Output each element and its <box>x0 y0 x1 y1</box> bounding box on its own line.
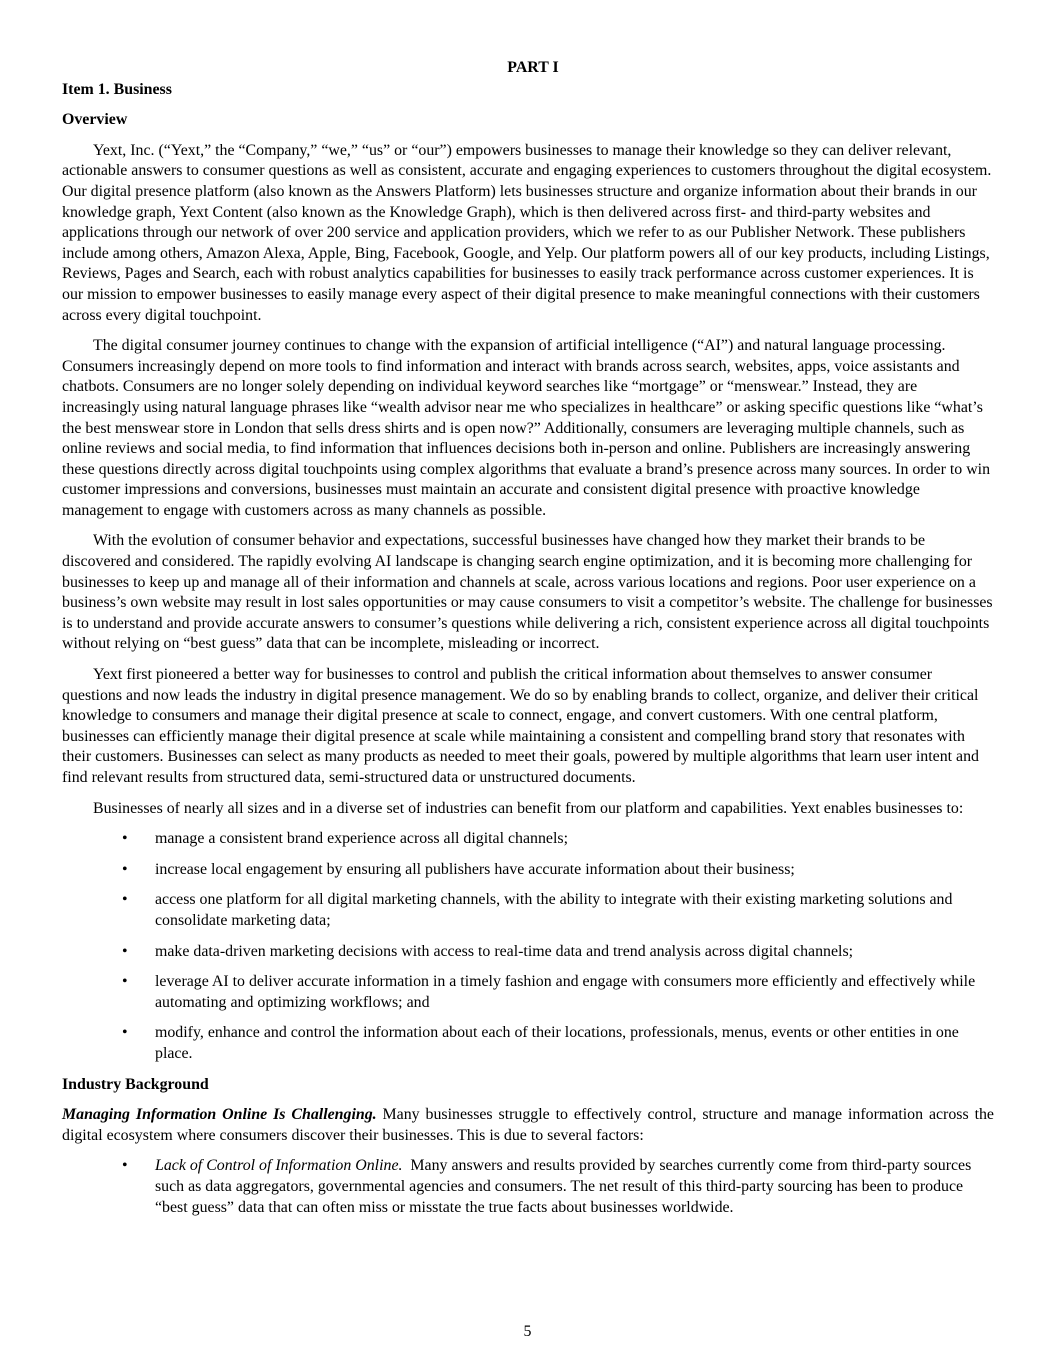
overview-heading: Overview <box>62 111 128 129</box>
list-item-text: access one platform for all digital marketing channels, with the ability to integrate with their existing marketing solutions and consolidate marketing data; <box>155 891 953 929</box>
bullet-icon: • <box>122 860 128 878</box>
item-heading: Item 1. Business <box>62 80 172 98</box>
industry-paragraph <box>62 1105 994 1146</box>
list-item-text: leverage AI to deliver accurate information in a timely fashion and engage with consumers more efficiently and effectively while automating and optimizing workflows; and <box>155 973 976 1011</box>
bullet-icon: • <box>122 1024 128 1042</box>
page-number: 5 <box>523 1323 532 1340</box>
list-item <box>62 860 994 881</box>
bullet-icon: • <box>122 973 128 991</box>
bullet-icon: • <box>122 891 128 909</box>
overview-paragraph: With the evolution of consumer behavior and expectations, successful businesses have changed how they market their brands to be discovered and considered. The rapidly evolving AI landscape is changing search engine optimization, and it is becoming more challenging for businesses to keep up and manage all of their information and channels at scale, across various locations and regions. Poor user experience on a business’s own website may result in lost sales opportunities or may cause consumers to visit a competitor’s website. The challenge for businesses is to understand and provide accurate answers to consumer’s questions while delivering a rich, consistent experience across all digital touchpoints without relying on “best guess” data that can be incomplete, misleading or incorrect. <box>62 532 993 653</box>
list-item <box>62 829 994 850</box>
industry-lead-title: Managing Information Online Is Challenging. <box>62 1106 377 1124</box>
challenges-list <box>62 1156 994 1218</box>
overview-paragraph: The digital consumer journey continues to change with the expansion of artificial intelligence (“AI”) and natural language processing. Consumers increasingly depend on more tools to find information and interact with brands across search, websites, apps, voice assistants and chatbots. Consumers are no longer solely depending on individual keyword searches like “mortgage” or “menswear.” Instead, they are increasingly using natural language phrases like “wealth advisor near me who specializes in healthcare” or asking specific questions like “what’s the best menswear store in London that sells dress shirts and is open now?” Additionally, consumers are leveraging multiple channels, such as online reviews and social media, to find information that influences decisions both in-person and online. Publishers are increasingly answering these questions directly across digital touchpoints using complex algorithms that evaluate a brand’s presence across many sources. In order to win customer impressions and conversions, businesses must maintain an accurate and consistent digital presence with proactive knowledge management to engage with customers across as many channels as possible. <box>62 337 991 519</box>
bullet-icon: • <box>122 830 128 848</box>
list-item <box>62 890 994 931</box>
bullet-icon: • <box>122 1157 128 1175</box>
list-item <box>62 972 994 1013</box>
industry-lead-text: Many businesses struggle to effectively control, structure and manage information across the digital ecosystem where consumers discover their businesses. This is due to several factors: <box>62 1106 994 1144</box>
overview-paragraph: Businesses of nearly all sizes and in a diverse set of industries can benefit from our platform and capabilities. Yext enables businesses to: <box>93 799 964 817</box>
part-heading: PART I <box>507 59 559 76</box>
list-item <box>62 942 994 963</box>
benefits-list <box>62 829 994 1064</box>
list-item <box>62 1023 994 1064</box>
list-item-title: Lack of Control of Information Online. <box>155 1157 403 1175</box>
list-item <box>62 1156 994 1218</box>
document-page <box>62 58 994 1228</box>
bullet-icon: • <box>122 942 128 960</box>
list-item-text: increase local engagement by ensuring all publishers have accurate information about their business; <box>155 860 795 878</box>
list-item-text: Many answers and results provided by searches currently come from third-party sources such as data aggregators, governmental agencies and consumers. The net result of this third-party sourcing has been to produce “best guess” data that can often miss or misstate the true facts about businesses worldwide. <box>155 1157 976 1216</box>
industry-background-heading: Industry Background <box>62 1075 209 1093</box>
list-item-text: make data-driven marketing decisions with access to real-time data and trend analysis across digital channels; <box>155 942 854 960</box>
list-item-text: modify, enhance and control the information about each of their locations, professionals, menus, events or other entities in one place. <box>155 1024 959 1062</box>
overview-paragraph: Yext first pioneered a better way for businesses to control and publish the critical information about themselves to answer consumer questions and now leads the industry in digital presence management. We do so by enabling brands to collect, organize, and deliver their critical knowledge to consumers and manage their digital presence at scale to connect, engage, and convert customers. With one central platform, businesses can efficiently manage their digital presence at scale while maintaining a consistent and compelling brand story that resonates with their customers. Businesses can select as many products as needed to meet their goals, powered by multiple algorithms that learn user intent and find relevant results from structured data, semi-structured data or unstructured documents. <box>62 666 979 786</box>
overview-paragraph: Yext, Inc. (“Yext,” the “Company,” “we,” “us” or “our”) empowers businesses to manage their knowledge so they can deliver relevant, actionable answers to consumer questions as well as consistent, accurate and engaging experiences to customers throughout the digital ecosystem. Our digital presence platform (also known as the Answers Platform) lets businesses structure and organize information about their brands in our knowledge graph, Yext Content (also known as the Knowledge Graph), which is then delivered across first- and third-party websites and applications through our network of over 200 service and application providers, which we refer to as our Publisher Network. These publishers include among others, Amazon Alexa, Apple, Bing, Facebook, Google, and Yelp. Our platform powers all of our key products, including Listings, Reviews, Pages and Search, each with robust analytics capabilities for businesses to easily track performance across customer experiences. It is our mission to empower businesses to easily manage every aspect of their digital presence to make meaningful connections with their customers across every digital touchpoint. <box>62 141 992 324</box>
list-item-text: manage a consistent brand experience across all digital channels; <box>155 830 568 848</box>
